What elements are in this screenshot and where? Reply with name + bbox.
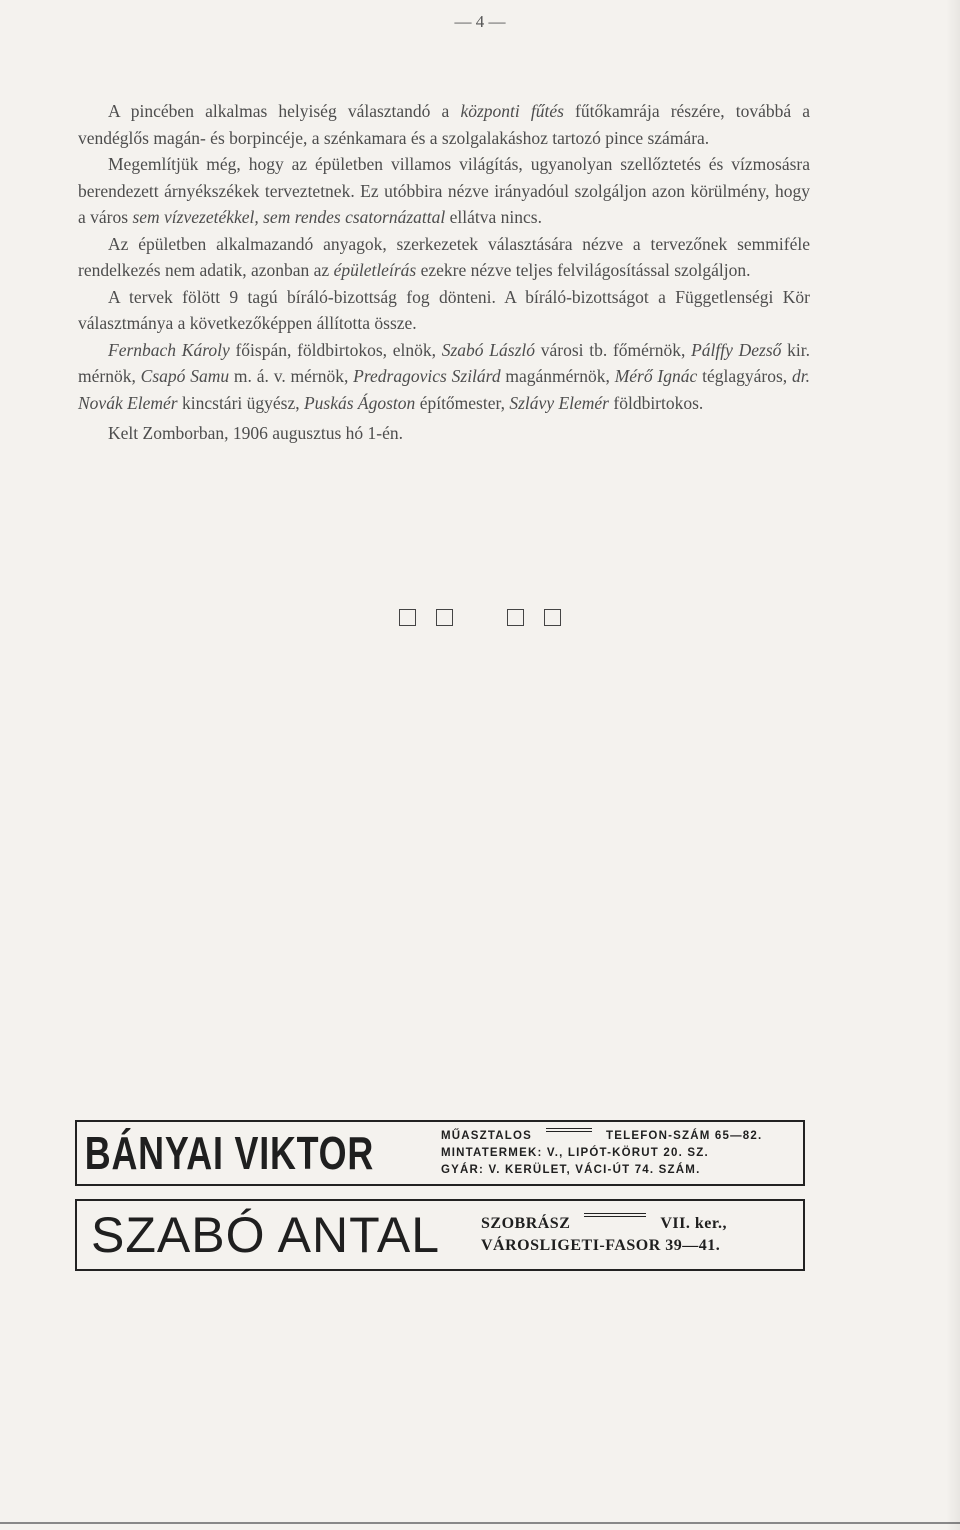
italic-text-segment: Predragovics Szilárd bbox=[353, 366, 501, 386]
italic-text-segment: központi fűtés bbox=[460, 101, 564, 121]
phone-number: TELEFON-SZÁM 65—82. bbox=[606, 1129, 763, 1142]
factory-address: GYÁR: V. KERÜLET, VÁCI-ÚT 74. SZÁM. bbox=[441, 1163, 701, 1176]
italic-text-segment: sem vízvezetékkel, sem rendes csatornázattal bbox=[132, 207, 446, 227]
italic-text-segment: Fernbach Károly bbox=[108, 339, 230, 360]
double-rule-divider bbox=[584, 1213, 646, 1217]
paragraph-1 bbox=[78, 98, 810, 151]
dateline: Kelt Zomborban, 1906 augusztus hó 1-én. bbox=[108, 423, 404, 443]
text-segment: A tervek fölött 9 tagú bíráló-bizottság fog dönteni. A bíráló-bizottságot a Függetlenségi Kör választmánya a következőképpen állította össze. bbox=[78, 286, 810, 333]
double-rule-divider bbox=[546, 1128, 592, 1132]
text-segment: magánmérnök, bbox=[500, 366, 615, 386]
square-ornament-icon bbox=[507, 609, 524, 626]
italic-text-segment: Csapó Samu bbox=[140, 366, 230, 386]
text-segment: építőmester, bbox=[415, 392, 510, 413]
advertiser-name: SZABÓ ANTAL bbox=[91, 1207, 441, 1263]
text-segment: Megemlítjük még, hogy az épületben villamos világítás, ugyanolyan szellőztetés és vízmosásra berendezett árnyékszékek terveztetnek. Ez utóbbira nézve irányadóul szolgáljon azon körülmény, hogy a város bbox=[78, 154, 810, 227]
italic-text-segment: Szabó László bbox=[441, 339, 536, 360]
paragraph-2 bbox=[78, 151, 810, 231]
text-segment: kincstári ügyész, bbox=[177, 392, 304, 413]
text-segment: főispán, földbirtokos, elnök, bbox=[229, 339, 442, 360]
text-segment: ellátva nincs. bbox=[445, 207, 542, 227]
text-segment: ezekre nézve teljes felvilágosítással szolgáljon. bbox=[416, 260, 751, 280]
trade-label: SZOBRÁSZ bbox=[481, 1215, 571, 1232]
text-segment: kir. mérnök, bbox=[78, 339, 811, 386]
text-segment: A pincében alkalmas helyiség választandó a bbox=[108, 101, 461, 121]
text-segment: fűtőkamrája részére, továbbá a vendéglős magán- és borpincéje, a szénkamara és a szolgalakáshoz tartozó pince számára. bbox=[78, 101, 811, 148]
district-label: VII. ker., bbox=[660, 1215, 728, 1232]
paragraph-4 bbox=[78, 284, 810, 337]
showroom-address: MINTATERMEK: V., LIPÓT-KÖRUT 20. SZ. bbox=[441, 1146, 709, 1159]
paragraph-5-committee-members bbox=[78, 337, 810, 417]
italic-text-segment: Mérő Ignác bbox=[614, 366, 698, 386]
advertiser-details bbox=[481, 1213, 727, 1257]
square-ornament-icon bbox=[436, 609, 453, 626]
text-segment: m. á. v. mérnök, bbox=[229, 366, 354, 386]
advertisement-banyai-viktor bbox=[75, 1120, 805, 1186]
italic-text-segment: Puskás Ágoston bbox=[303, 392, 416, 413]
italic-text-segment: épületleírás bbox=[333, 260, 417, 280]
square-ornament-icon bbox=[399, 609, 416, 626]
italic-text-segment: dr. Novák Elemér bbox=[78, 366, 810, 413]
advertiser-details bbox=[441, 1128, 762, 1179]
italic-text-segment: Szlávy Elemér bbox=[509, 392, 609, 413]
street-address: VÁROSLIGETI-FASOR 39—41. bbox=[481, 1237, 721, 1254]
text-segment: Az épületben alkalmazandó anyagok, szerkezetek választására nézve a tervezőnek semmiféle rendelkezés nem adatik, azonban az bbox=[78, 233, 810, 280]
italic-text-segment: Pálffy Dezső bbox=[691, 339, 782, 360]
text-segment: téglagyáros, bbox=[697, 366, 792, 386]
text-segment: földbirtokos. bbox=[609, 392, 704, 413]
square-ornament-icon bbox=[544, 609, 561, 626]
advertisement-szabo-antal bbox=[75, 1199, 805, 1271]
page-bottom-rule bbox=[0, 1522, 960, 1524]
text-segment: városi tb. főmérnök, bbox=[535, 339, 692, 360]
article-body bbox=[78, 98, 810, 447]
trade-label: MŰASZTALOS bbox=[441, 1129, 533, 1142]
paragraph-3 bbox=[78, 231, 810, 284]
advertiser-name: BÁNYAI VIKTOR bbox=[84, 1127, 375, 1179]
page-edge-shadow bbox=[946, 0, 960, 1530]
page-number: — 4 — bbox=[454, 12, 506, 31]
section-divider-ornament bbox=[0, 608, 960, 626]
